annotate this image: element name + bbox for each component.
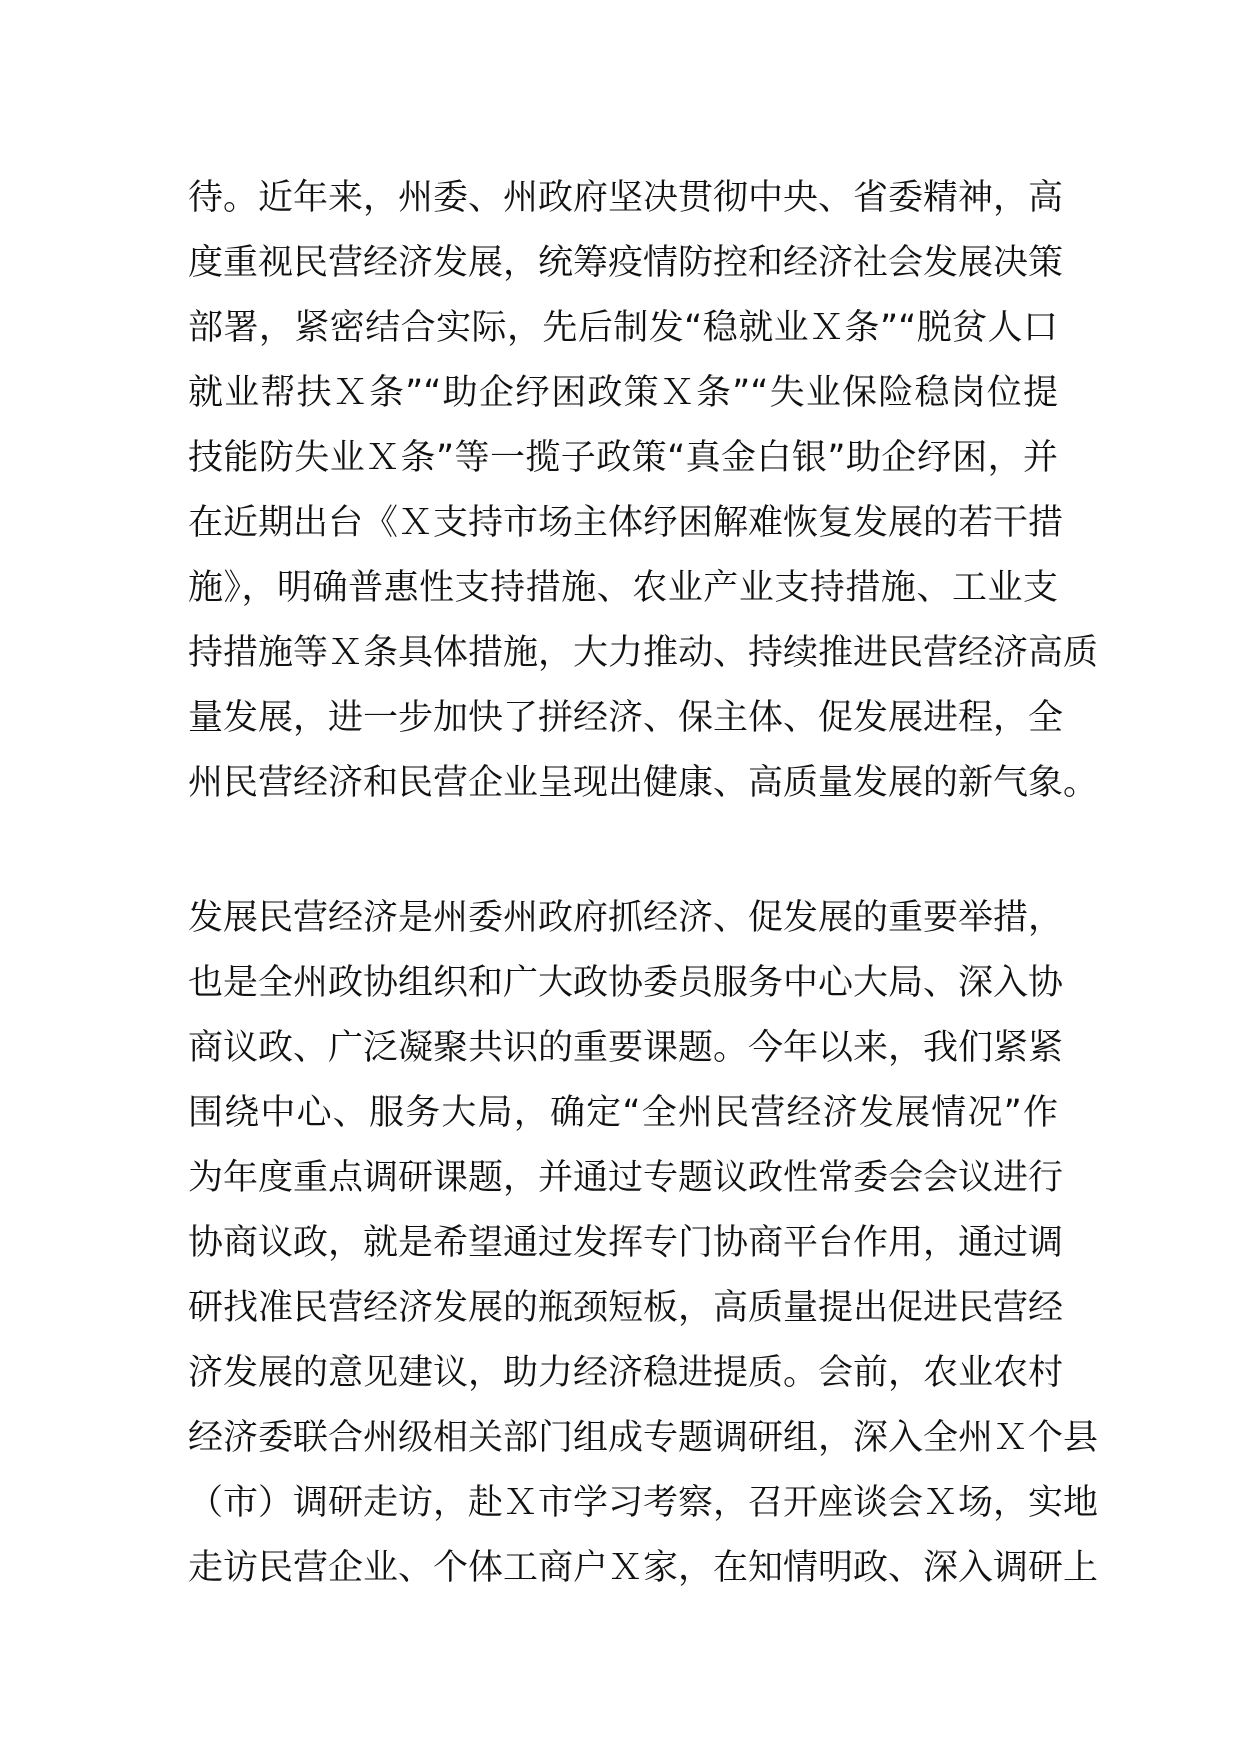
paragraph-2-line-2: 也是全州政协组织和广大政协委员服务中心大局、深入协 xyxy=(188,963,1064,1003)
paragraph-2-line-9: 经济委联合州级相关部门组成专题调研组，深入全州Ｘ个县 xyxy=(188,1418,1099,1458)
paragraph-2-line-11: 走访民营企业、个体工商户Ｘ家，在知情明政、深入调研上 xyxy=(188,1548,1099,1588)
body-paragraph-2 xyxy=(188,886,1099,1601)
paragraph-2-line-7: 研找准民营经济发展的瓶颈短板，高质量提出促进民营经 xyxy=(188,1288,1064,1328)
paragraph-1-line-6: 在近期出台《Ｘ支持市场主体纾困解难恢复发展的若干措 xyxy=(188,503,1064,543)
paragraph-1-line-2: 度重视民营经济发展，统筹疫情防控和经济社会发展决策 xyxy=(188,243,1064,283)
paragraph-1-line-5: 技能防失业Ｘ条”等一揽子政策“真金白银”助企纾困，并 xyxy=(188,438,1058,478)
paragraph-1-line-4: 就业帮扶Ｘ条”“助企纾困政策Ｘ条”“失业保险稳岗位提 xyxy=(188,373,1058,413)
paragraph-1-line-1: 待。近年来，州委、州政府坚决贯彻中央、省委精神，高 xyxy=(188,178,1064,218)
paragraph-2-line-5: 为年度重点调研课题，并通过专题议政性常委会会议进行 xyxy=(188,1158,1064,1198)
paragraph-1-line-10: 州民营经济和民营企业呈现出健康、高质量发展的新气象。 xyxy=(188,763,1099,803)
paragraph-2-line-3: 商议政、广泛凝聚共识的重要课题。今年以来，我们紧紧 xyxy=(188,1028,1064,1068)
paragraph-1-line-7: 施》，明确普惠性支持措施、农业产业支持措施、工业支 xyxy=(188,568,1058,608)
paragraph-1-line-8: 持措施等Ｘ条具体措施，大力推动、持续推进民营经济高质 xyxy=(188,633,1099,673)
body-paragraph-1 xyxy=(188,166,1099,816)
paragraph-2-line-10: （市）调研走访，赴Ｘ市学习考察，召开座谈会Ｘ场，实地 xyxy=(188,1483,1099,1523)
paragraph-2-line-8: 济发展的意见建议，助力经济稳进提质。会前，农业农村 xyxy=(188,1353,1064,1393)
paragraph-1-line-9: 量发展，进一步加快了拼经济、保主体、促发展进程，全 xyxy=(188,698,1064,738)
paragraph-2-line-6: 协商议政，就是希望通过发挥专门协商平台作用，通过调 xyxy=(188,1223,1064,1263)
paragraph-2-line-4: 围绕中心、服务大局，确定“全州民营经济发展情况”作 xyxy=(188,1093,1058,1133)
paragraph-2-line-1: 发展民营经济是州委州政府抓经济、促发展的重要举措， xyxy=(188,898,1064,938)
paragraph-1-line-3: 部署，紧密结合实际，先后制发“稳就业Ｘ条”“脱贫人口 xyxy=(188,308,1058,348)
